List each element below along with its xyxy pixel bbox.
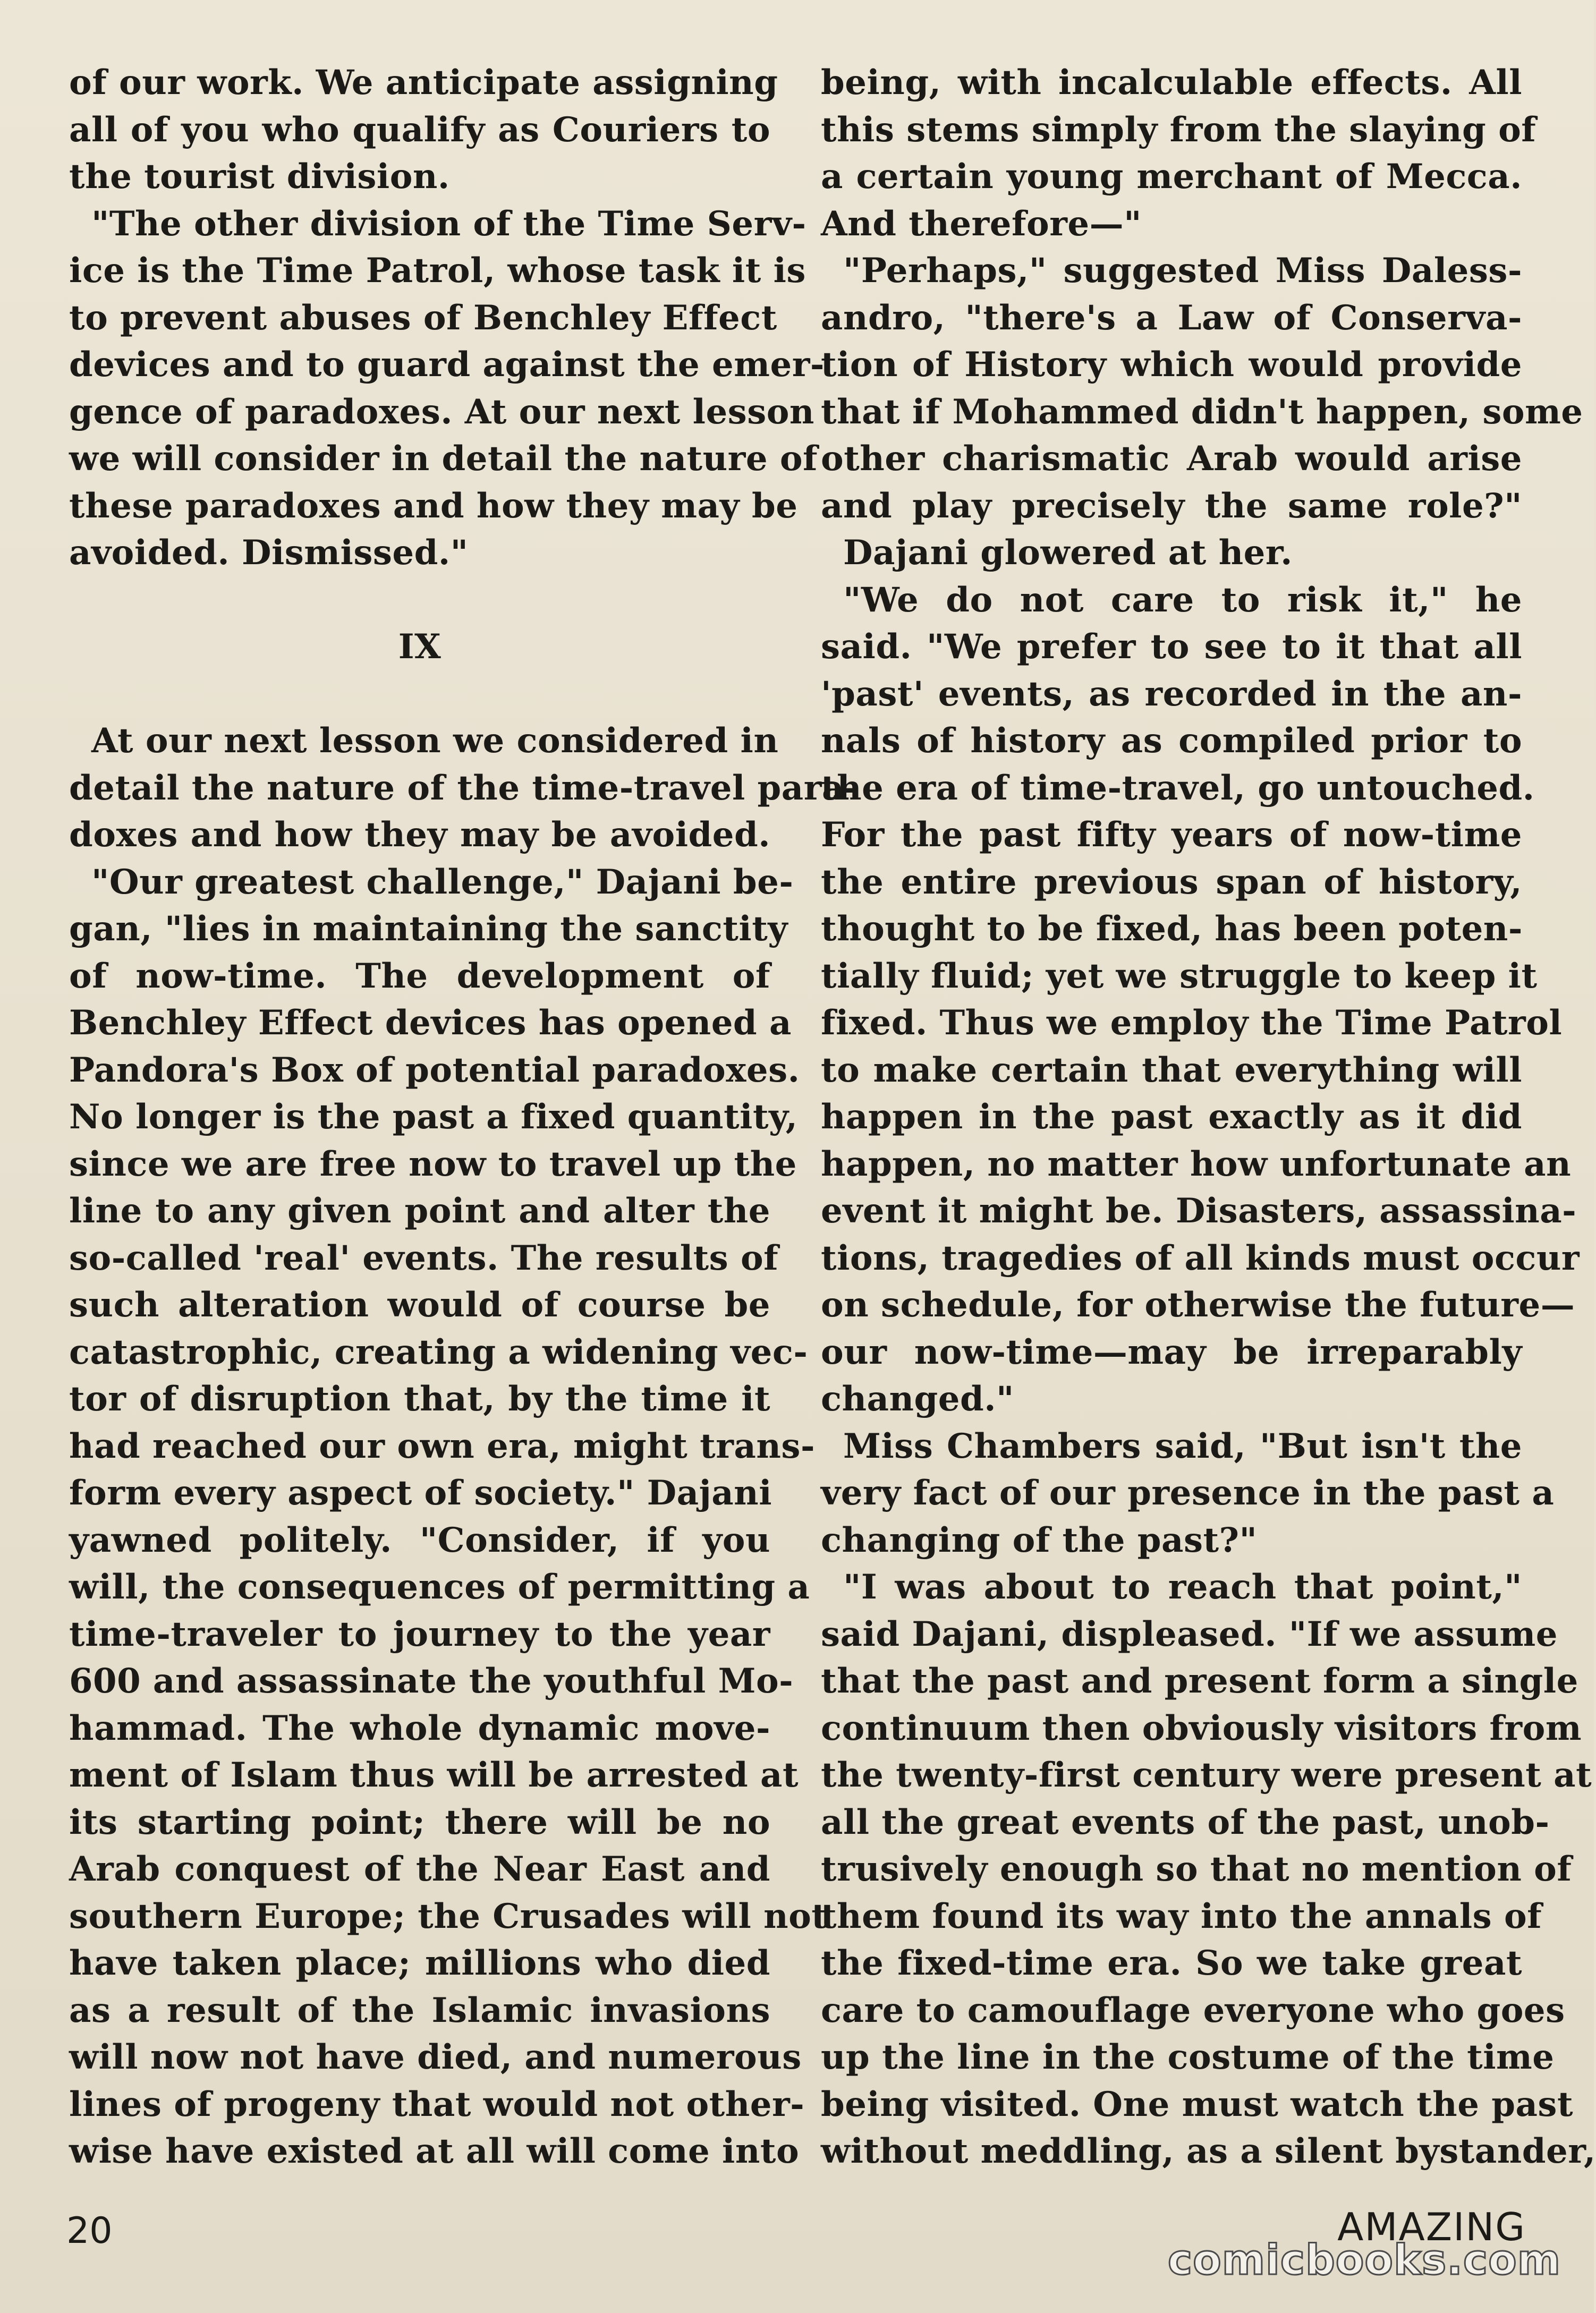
text-line: For the past fifty years of now-time [821, 815, 1522, 855]
text-line: "The other division of the Time Serv- [91, 203, 807, 244]
text-line: said. "We prefer to see to it that all [821, 627, 1522, 667]
text-line: being visited. One must watch the past [821, 2084, 1573, 2124]
text-line: of now-time. The development of [69, 956, 770, 996]
text-line: said Dajani, displeased. "If we assume [821, 1614, 1558, 1654]
text-line: ment of Islam thus will be arrested at [69, 1755, 799, 1795]
text-line: thought to be fixed, has been poten- [821, 909, 1523, 949]
text-line: "Our greatest challenge," Dajani be- [91, 862, 794, 902]
text-line: without meddling, as a silent bystander, [821, 2131, 1596, 2171]
text-line: time-traveler to journey to the year [69, 1614, 770, 1654]
text-line: trusively enough so that no mention of [821, 1849, 1572, 1889]
text-line: tions, tragedies of all kinds must occur [821, 1238, 1580, 1278]
text-line: wise have existed at all will come into [69, 2131, 800, 2171]
text-line: No longer is the past a fixed quantity, [69, 1097, 798, 1137]
text-line [69, 577, 770, 624]
text-line: other charismatic Arab would arise [821, 439, 1522, 479]
text-line: such alteration would of course be [69, 1285, 770, 1325]
text-line: very fact of our presence in the past a [821, 1473, 1555, 1513]
text-line: all the great events of the past, unob- [821, 1802, 1550, 1842]
text-line: andro, "there's a Law of Conserva- [821, 297, 1522, 338]
text-line: that the past and present form a single [821, 1661, 1578, 1701]
text-line: IX [398, 627, 442, 667]
text-line: of our work. We anticipate assigning [69, 63, 778, 103]
text-line: tion of History which would provide [821, 345, 1522, 385]
text-line: Benchley Effect devices has opened a [69, 1003, 792, 1043]
text-line: catastrophic, creating a widening vec- [69, 1332, 808, 1372]
text-line: happen, no matter how unfortunate an [821, 1144, 1572, 1184]
text-line: continuum then obviously visitors from [821, 1708, 1582, 1748]
text-line: "Perhaps," suggested Miss Daless- [843, 251, 1522, 291]
text-line: had reached our own era, might trans- [69, 1426, 815, 1466]
text-line: line to any given point and alter the [69, 1191, 770, 1231]
text-line: happen in the past exactly as it did [821, 1097, 1522, 1137]
text-line: the tourist division. [69, 157, 450, 197]
text-line: lines of progeny that would not other- [69, 2084, 805, 2124]
text-line: gan, "lies in maintaining the sanctity [69, 909, 788, 949]
text-line: fixed. Thus we employ the Time Patrol [821, 1003, 1563, 1043]
text-line: the fixed-time era. So we take great [821, 1943, 1522, 1983]
text-line: a certain young merchant of Mecca. [821, 157, 1522, 197]
text-line: 'past' events, as recorded in the an- [821, 674, 1522, 714]
text-line: all of you who qualify as Couriers to [69, 109, 770, 150]
text-line: avoided. Dismissed." [69, 533, 469, 573]
text-line: 600 and assassinate the youthful Mo- [69, 1661, 794, 1701]
text-line: will now not have died, and numerous [69, 2037, 802, 2077]
text-line: ice is the Time Patrol, whose task it is [69, 251, 806, 291]
text-line: since we are free now to travel up the [69, 1144, 797, 1184]
text-line: gence of paradoxes. At our next lesson [69, 392, 814, 432]
text-line: we will consider in detail the nature of [69, 439, 818, 479]
text-line: on schedule, for otherwise the future— [821, 1285, 1575, 1325]
text-line: care to camouflage everyone who goes [821, 1990, 1565, 2030]
magazine-name: AMAZING [1337, 2205, 1526, 2249]
text-line: the entire previous span of history, [821, 862, 1522, 902]
text-line: to make certain that everything will [821, 1050, 1522, 1090]
page-number: 20 [66, 2210, 113, 2252]
text-line: At our next lesson we considered in [91, 721, 779, 761]
text-line: tially fluid; yet we struggle to keep it [821, 956, 1538, 996]
text-line: changed." [821, 1379, 1014, 1419]
text-line: Arab conquest of the Near East and [69, 1849, 770, 1889]
text-line: Miss Chambers said, "But isn't the [843, 1426, 1522, 1466]
text-line: Dajani glowered at her. [843, 533, 1293, 573]
text-line: as a result of the Islamic invasions [69, 1990, 770, 2030]
text-line: the era of time-travel, go untouched. [821, 768, 1535, 808]
text-line: the twenty-first century were present at [821, 1755, 1592, 1795]
text-line: being, with incalculable effects. All [821, 63, 1522, 103]
text-line: yawned politely. "Consider, if you [69, 1520, 770, 1560]
text-line: so-called 'real' events. The results of [69, 1238, 779, 1278]
right-text-column [821, 59, 1596, 2175]
text-line: its starting point; there will be no [69, 1802, 770, 1842]
text-line: And therefore—" [821, 203, 1142, 244]
text-line: tor of disruption that, by the time it [69, 1379, 770, 1419]
text-line: our now-time—may be irreparably [821, 1332, 1522, 1372]
text-line: "I was about to reach that point," [843, 1567, 1522, 1607]
text-line [69, 671, 770, 718]
text-line: and play precisely the same role?" [821, 486, 1522, 526]
text-line: have taken place; millions who died [69, 1943, 770, 1983]
text-line: up the line in the costume of the time [821, 2037, 1555, 2077]
text-line: "We do not care to risk it," he [843, 580, 1522, 620]
text-line: doxes and how they may be avoided. [69, 815, 770, 855]
watermark: comicbooks.com [1167, 2237, 1561, 2284]
text-line: these paradoxes and how they may be [69, 486, 798, 526]
text-line: detail the nature of the time-travel para- [69, 768, 859, 808]
text-line: southern Europe; the Crusades will not [69, 1896, 828, 1936]
text-line: them found its way into the annals of [821, 1896, 1542, 1936]
text-line: devices and to guard against the emer- [69, 345, 825, 385]
text-line: event it might be. Disasters, assassina- [821, 1191, 1577, 1231]
text-line: nals of history as compiled prior to [821, 721, 1522, 761]
text-line: this stems simply from the slaying of [821, 109, 1536, 150]
left-text-column [69, 59, 859, 2175]
text-line: that if Mohammed didn't happen, some [821, 392, 1583, 432]
text-line: to prevent abuses of Benchley Effect [69, 297, 777, 338]
text-line: will, the consequences of permitting a [69, 1567, 810, 1607]
text-line: Pandora's Box of potential paradoxes. [69, 1050, 800, 1090]
text-line: hammad. The whole dynamic move- [69, 1708, 770, 1748]
text-line: changing of the past?" [821, 1520, 1258, 1560]
text-line: form every aspect of society." Dajani [69, 1473, 772, 1513]
